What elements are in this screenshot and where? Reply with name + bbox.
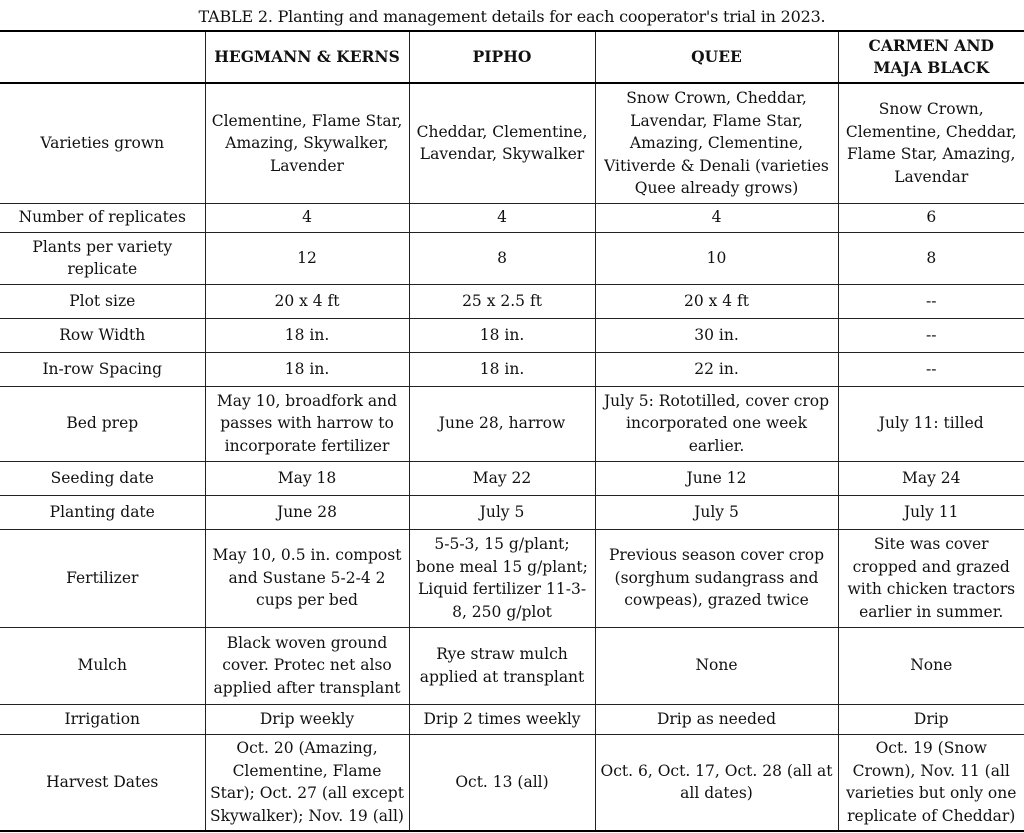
table-cell: Drip weekly [205, 704, 409, 734]
table-cell: 18 in. [205, 318, 409, 352]
table-cell: Drip [838, 704, 1024, 734]
table-cell: None [838, 627, 1024, 704]
row-label: Number of replicates [0, 203, 205, 232]
row-label: Bed prep [0, 386, 205, 461]
header-hegmann-kerns: HEGMANN & KERNS [205, 31, 409, 83]
table-cell: Oct. 6, Oct. 17, Oct. 28 (all at all dates) [595, 734, 838, 831]
table-cell: 18 in. [409, 352, 595, 386]
table-cell: 4 [595, 203, 838, 232]
table-cell: Clementine, Flame Star, Amazing, Skywalker, Lavender [205, 83, 409, 203]
table-cell: None [595, 627, 838, 704]
row-label: Plot size [0, 284, 205, 318]
table-cell: June 12 [595, 461, 838, 495]
header-carmen-maja-black: CARMEN AND MAJA BLACK [838, 31, 1024, 83]
table-cell: Snow Crown, Cheddar, Lavendar, Flame Star, Amazing, Clementine, Vitiverde & Denali (varieties Quee already grows) [595, 83, 838, 203]
table-row [0, 495, 1024, 529]
table-cell: 4 [409, 203, 595, 232]
table-cell: 8 [838, 232, 1024, 284]
header-blank [0, 31, 205, 83]
table-cell: July 11 [838, 495, 1024, 529]
table-cell: May 24 [838, 461, 1024, 495]
table-cell: Oct. 13 (all) [409, 734, 595, 831]
row-label: Plants per variety replicate [0, 232, 205, 284]
table-cell: May 18 [205, 461, 409, 495]
header-quee: QUEE [595, 31, 838, 83]
header-pipho: PIPHO [409, 31, 595, 83]
table-row [0, 627, 1024, 704]
table-cell: -- [838, 318, 1024, 352]
table-row [0, 318, 1024, 352]
table-cell: Site was cover cropped and grazed with chicken tractors earlier in summer. [838, 529, 1024, 627]
table-cell: 12 [205, 232, 409, 284]
table-cell: Drip as needed [595, 704, 838, 734]
table-cell: Drip 2 times weekly [409, 704, 595, 734]
row-label: Fertilizer [0, 529, 205, 627]
table-row [0, 386, 1024, 461]
table-caption: TABLE 2. Planting and management details for each cooperator's trial in 2023. [198, 7, 826, 26]
row-label: Varieties grown [0, 83, 205, 203]
table-cell: 18 in. [409, 318, 595, 352]
table-cell: Black woven ground cover. Protec net also applied after transplant [205, 627, 409, 704]
table-row [0, 284, 1024, 318]
table-row [0, 704, 1024, 734]
row-label: Row Width [0, 318, 205, 352]
table-cell: 6 [838, 203, 1024, 232]
table-cell: Previous season cover crop (sorghum sudangrass and cowpeas), grazed twice [595, 529, 838, 627]
table-row [0, 203, 1024, 232]
table-cell: 30 in. [595, 318, 838, 352]
table-cell: July 5 [409, 495, 595, 529]
table-cell: 20 x 4 ft [595, 284, 838, 318]
table-cell: -- [838, 284, 1024, 318]
header-row [0, 31, 1024, 83]
table-cell: 4 [205, 203, 409, 232]
row-label: Harvest Dates [0, 734, 205, 831]
table-cell: May 22 [409, 461, 595, 495]
table-row [0, 734, 1024, 831]
table-row [0, 461, 1024, 495]
row-label: Seeding date [0, 461, 205, 495]
table-cell: May 10, 0.5 in. compost and Sustane 5-2-4 2 cups per bed [205, 529, 409, 627]
table-cell: -- [838, 352, 1024, 386]
row-label: Mulch [0, 627, 205, 704]
table-cell: June 28, harrow [409, 386, 595, 461]
table-cell: 5-5-3, 15 g/plant; bone meal 15 g/plant; Liquid fertilizer 11-3-8, 250 g/plot [409, 529, 595, 627]
table-cell: July 5 [595, 495, 838, 529]
table-cell: 8 [409, 232, 595, 284]
table-cell: Oct. 20 (Amazing, Clementine, Flame Star); Oct. 27 (all except Skywalker); Nov. 19 (all) [205, 734, 409, 831]
table-cell: June 28 [205, 495, 409, 529]
table-cell: July 5: Rototilled, cover crop incorporated one week earlier. [595, 386, 838, 461]
table-cell: 25 x 2.5 ft [409, 284, 595, 318]
row-label: In-row Spacing [0, 352, 205, 386]
table-cell: 20 x 4 ft [205, 284, 409, 318]
table-cell: May 10, broadfork and passes with harrow to incorporate fertilizer [205, 386, 409, 461]
table-cell: Snow Crown, Clementine, Cheddar, Flame Star, Amazing, Lavendar [838, 83, 1024, 203]
table-cell: 22 in. [595, 352, 838, 386]
table-cell: 10 [595, 232, 838, 284]
table-cell: Rye straw mulch applied at transplant [409, 627, 595, 704]
table-row [0, 352, 1024, 386]
table-cell: Oct. 19 (Snow Crown), Nov. 11 (all varieties but only one replicate of Cheddar) [838, 734, 1024, 831]
table-row [0, 529, 1024, 627]
table-cell: 18 in. [205, 352, 409, 386]
row-label: Planting date [0, 495, 205, 529]
table-row [0, 232, 1024, 284]
table-cell: July 11: tilled [838, 386, 1024, 461]
table-cell: Cheddar, Clementine, Lavendar, Skywalker [409, 83, 595, 203]
trial-details-table [0, 30, 1024, 832]
table-row [0, 83, 1024, 203]
row-label: Irrigation [0, 704, 205, 734]
